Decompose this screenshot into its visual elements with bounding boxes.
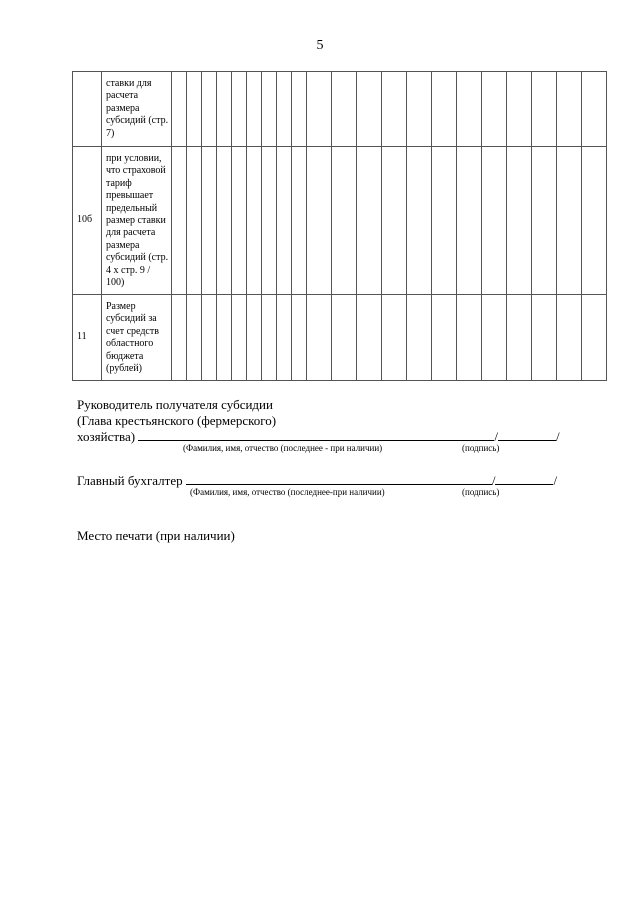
empty-cell[interactable] — [262, 295, 277, 381]
empty-cell[interactable] — [407, 295, 432, 381]
empty-cell[interactable] — [532, 72, 557, 147]
empty-cell[interactable] — [332, 295, 357, 381]
empty-cell[interactable] — [482, 147, 507, 295]
empty-cell[interactable] — [217, 147, 232, 295]
empty-cell[interactable] — [557, 295, 582, 381]
empty-cell[interactable] — [202, 147, 217, 295]
empty-cell[interactable] — [382, 147, 407, 295]
subsidy-table — [72, 71, 607, 381]
empty-cell[interactable] — [432, 147, 457, 295]
accountant-name-field[interactable] — [186, 472, 492, 485]
empty-cell[interactable] — [482, 72, 507, 147]
empty-cell[interactable] — [582, 147, 607, 295]
empty-cell[interactable] — [292, 72, 307, 147]
empty-cell[interactable] — [482, 295, 507, 381]
row-description: при условии, что страховой тариф превышает предельный размер ставки для расчета размера субсидий (стр. 4 x стр. 9 / 100) — [102, 147, 172, 295]
empty-cell[interactable] — [432, 72, 457, 147]
empty-cell[interactable] — [507, 147, 532, 295]
empty-cell[interactable] — [262, 147, 277, 295]
slash: / — [494, 429, 498, 444]
empty-cell[interactable] — [457, 295, 482, 381]
empty-cell[interactable] — [582, 72, 607, 147]
head-title-line1: Руководитель получателя субсидии — [77, 397, 273, 412]
empty-cell[interactable] — [332, 72, 357, 147]
empty-cell[interactable] — [232, 295, 247, 381]
head-name-field[interactable] — [138, 428, 494, 441]
empty-cell[interactable] — [247, 147, 262, 295]
empty-cell[interactable] — [202, 72, 217, 147]
empty-cell[interactable] — [202, 295, 217, 381]
row-description: Размер субсидий за счет средств областного бюджета (рублей) — [102, 295, 172, 381]
empty-cell[interactable] — [232, 147, 247, 295]
empty-cell[interactable] — [247, 295, 262, 381]
accountant-name-hint: (Фамилия, имя, отчество (последнее-при наличии) — [190, 487, 385, 497]
empty-cell[interactable] — [172, 295, 187, 381]
table-row — [73, 295, 607, 381]
accountant-sign-hint: (подпись) — [462, 487, 500, 497]
page-number: 5 — [316, 38, 324, 53]
empty-cell[interactable] — [557, 147, 582, 295]
empty-cell[interactable] — [292, 295, 307, 381]
empty-cell[interactable] — [307, 72, 332, 147]
row-number: 11 — [73, 295, 102, 381]
empty-cell[interactable] — [382, 295, 407, 381]
accountant-label: Главный бухгалтер — [77, 473, 183, 488]
empty-cell[interactable] — [457, 147, 482, 295]
empty-cell[interactable] — [532, 295, 557, 381]
empty-cell[interactable] — [407, 147, 432, 295]
empty-cell[interactable] — [232, 72, 247, 147]
table-row — [73, 72, 607, 147]
empty-cell[interactable] — [432, 295, 457, 381]
empty-cell[interactable] — [277, 147, 292, 295]
row-description: ставки для расчета размера субсидий (стр. 7) — [102, 72, 172, 147]
empty-cell[interactable] — [292, 147, 307, 295]
empty-cell[interactable] — [187, 147, 202, 295]
empty-cell[interactable] — [357, 147, 382, 295]
row-number — [73, 72, 102, 147]
empty-cell[interactable] — [277, 295, 292, 381]
empty-cell[interactable] — [307, 147, 332, 295]
empty-cell[interactable] — [262, 72, 277, 147]
empty-cell[interactable] — [187, 295, 202, 381]
slash: / — [555, 429, 560, 444]
empty-cell[interactable] — [277, 72, 292, 147]
empty-cell[interactable] — [217, 72, 232, 147]
head-title-line2: (Глава крестьянского (фермерского) — [77, 413, 277, 428]
empty-cell[interactable] — [217, 295, 232, 381]
empty-cell[interactable] — [172, 147, 187, 295]
empty-cell[interactable] — [247, 72, 262, 147]
stamp-place: Место печати (при наличии) — [77, 528, 235, 543]
empty-cell[interactable] — [532, 147, 557, 295]
empty-cell[interactable] — [407, 72, 432, 147]
empty-cell[interactable] — [172, 72, 187, 147]
head-title-line3: хозяйства) — [77, 429, 136, 444]
empty-cell[interactable] — [382, 72, 407, 147]
slash: / — [491, 473, 496, 488]
empty-cell[interactable] — [307, 295, 332, 381]
head-name-hint: (Фамилия, имя, отчество (последнее - при наличии) — [183, 443, 383, 453]
empty-cell[interactable] — [582, 295, 607, 381]
empty-cell[interactable] — [357, 72, 382, 147]
empty-cell[interactable] — [332, 147, 357, 295]
empty-cell[interactable] — [507, 72, 532, 147]
empty-cell[interactable] — [187, 72, 202, 147]
table-row — [73, 147, 607, 295]
row-number: 10б — [73, 147, 102, 295]
head-sign-hint: (подпись) — [462, 443, 500, 453]
empty-cell[interactable] — [357, 295, 382, 381]
head-signature-field[interactable] — [498, 428, 556, 441]
accountant-signature-field[interactable] — [495, 472, 553, 485]
empty-cell[interactable] — [457, 72, 482, 147]
empty-cell[interactable] — [507, 295, 532, 381]
empty-cell[interactable] — [557, 72, 582, 147]
slash: / — [553, 473, 558, 488]
